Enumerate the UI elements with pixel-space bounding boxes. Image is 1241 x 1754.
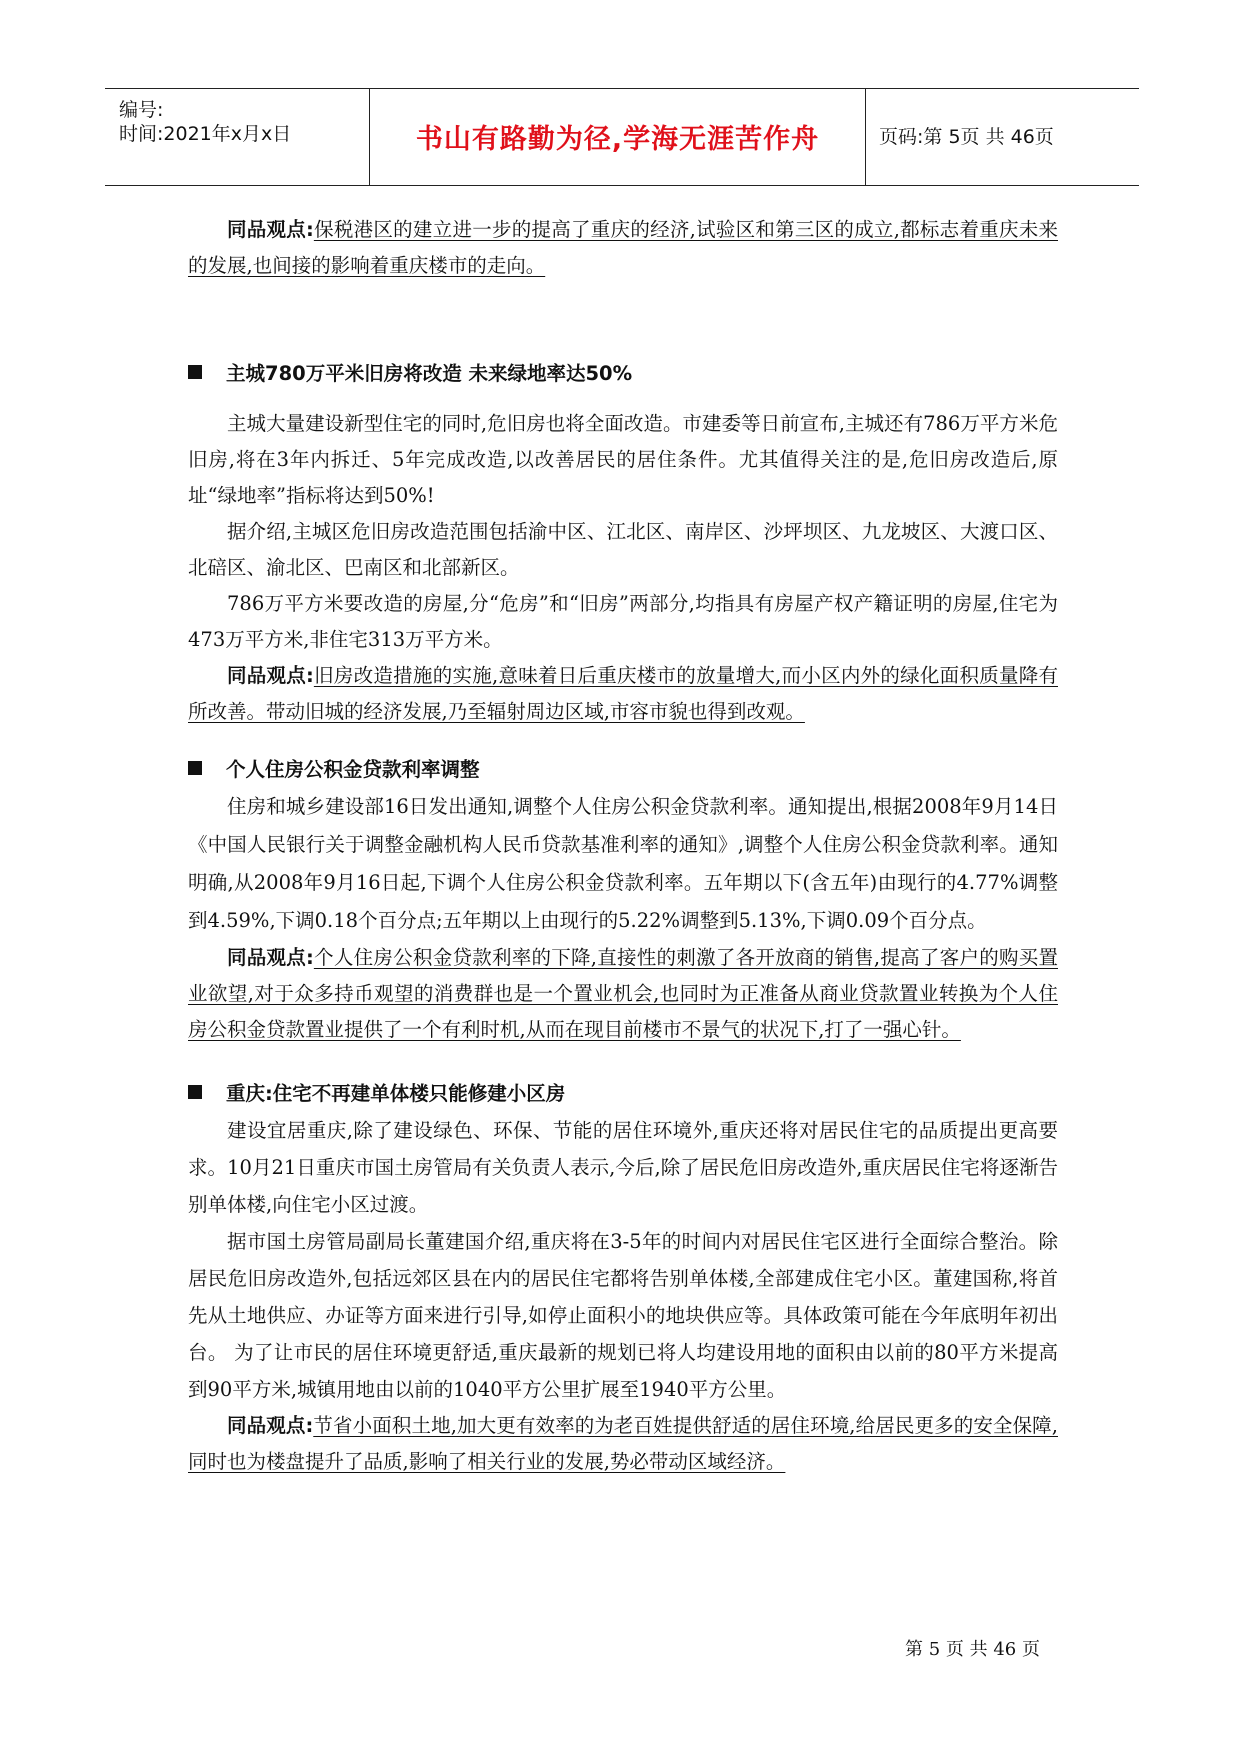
view-label: 同品观点: (227, 218, 314, 241)
section-title: 重庆:住宅不再建单体楼只能修建小区房 (226, 1082, 566, 1105)
document-number-label: 编号: (119, 99, 164, 121)
body-paragraph: 建设宜居重庆,除了建设绿色、环保、节能的居住环境外,重庆还将对居民住宅的品质提出更高要求。10月21日重庆市国土房管局有关负责人表示,今后,除了居民危旧房改造外,重庆居民住宅将逐渐告别单体楼,向住宅小区过渡。 (188, 1119, 1058, 1216)
view-text: 旧房改造措施的实施,意味着日后重庆楼市的放量增大,而小区内外的绿化面积质量降有所改善。带动旧城的经济发展,乃至辐射周边区域,市容市貌也得到改观。 (188, 664, 1058, 723)
header-page-cell (865, 89, 1139, 185)
view-text: 保税港区的建立进一步的提高了重庆的经济,试验区和第三区的成立,都标志着重庆未来的发展,也间接的影响着重庆楼市的走向。 (188, 218, 1058, 277)
section-title: 主城780万平米旧房将改造 未来绿地率达50% (226, 362, 633, 385)
section-heading (188, 1076, 1058, 1112)
section-title: 个人住房公积金贷款利率调整 (226, 758, 480, 781)
view-paragraph (188, 1408, 1058, 1480)
body-paragraph: 主城大量建设新型住宅的同时,危旧房也将全面改造。市建委等日前宣布,主城还有786万平方米危旧房,将在3年内拆迁、5年完成改造,以改善居民的居住条件。尤其值得关注的是,危旧房改造后,原址“绿地率”指标将达到50%! (188, 412, 1058, 507)
intro-view-paragraph (188, 212, 1058, 284)
body-paragraph: 住房和城乡建设部16日发出通知,调整个人住房公积金贷款利率。通知提出,根据2008年9月14日《中国人民银行关于调整金融机构人民币贷款基准利率的通知》,调整个人住房公积金贷款利率。通知明确,从2008年9月16日起,下调个人住房公积金贷款利率。五年期以下(含五年)由现行的4.77%调整到4.59%,下调0.18个百分点;五年期以上由现行的5.22%调整到5.13%,下调0.09个百分点。 (188, 795, 1058, 932)
header-page-number: 页码:第 5页 共 46页 (879, 126, 1054, 148)
body-paragraph: 据介绍,主城区危旧房改造范围包括渝中区、江北区、南岸区、沙坪坝区、九龙坡区、大渡口区、北碚区、渝北区、巴南区和北部新区。 (188, 520, 1058, 579)
section-heading (188, 752, 1058, 788)
view-text: 节省小面积土地,加大更有效率的为老百姓提供舒适的居住环境,给居民更多的安全保障,同时也为楼盘提升了品质,影响了相关行业的发展,势必带动区域经济。 (188, 1414, 1058, 1473)
section-heading (188, 356, 1058, 392)
body-paragraph: 786万平方米要改造的房屋,分“危房”和“旧房”两部分,均指具有房屋产权产籍证明的房屋,住宅为473万平方米,非住宅313万平方米。 (188, 592, 1058, 651)
document-body (188, 212, 1058, 1480)
header-motto-cell (369, 89, 866, 185)
page-header (105, 88, 1139, 186)
header-meta-cell (105, 89, 369, 185)
square-bullet-icon (188, 1085, 202, 1099)
header-motto: 书山有路勤为径,学海无涯苦作舟 (415, 124, 820, 155)
view-label: 同品观点: (227, 1414, 314, 1437)
view-paragraph (188, 940, 1058, 1048)
page-footer: 第 5 页 共 46 页 (905, 1639, 1040, 1660)
body-paragraph: 据市国土房管局副局长董建国介绍,重庆将在3-5年的时间内对居民住宅区进行全面综合整治。除居民危旧房改造外,包括远郊区县在内的居民住宅都将告别单体楼,全部建成住宅小区。董建国称,将首先从土地供应、办证等方面来进行引导,如停止面积小的地块供应等。具体政策可能在今年底明年初出台。 为了让市民的居住环境更舒适,重庆最新的规划已将人均建设用地的面积由以前的80平方米提高到90平方米,城镇用地由以前的1040平方公里扩展至1940平方公里。 (188, 1230, 1058, 1401)
document-time-label: 时间:2021年x月x日 (119, 123, 292, 145)
square-bullet-icon (188, 761, 202, 775)
square-bullet-icon (188, 365, 202, 379)
view-paragraph (188, 658, 1058, 730)
view-label: 同品观点: (227, 664, 314, 687)
view-text: 个人住房公积金贷款利率的下降,直接性的刺激了各开放商的销售,提高了客户的购买置业欲望,对于众多持币观望的消费群也是一个置业机会,也同时为正准备从商业贷款置业转换为个人住房公积金贷款置业提供了一个有利时机,从而在现目前楼市不景气的状况下,打了一强心针。 (188, 946, 1058, 1041)
view-label: 同品观点: (227, 946, 314, 969)
